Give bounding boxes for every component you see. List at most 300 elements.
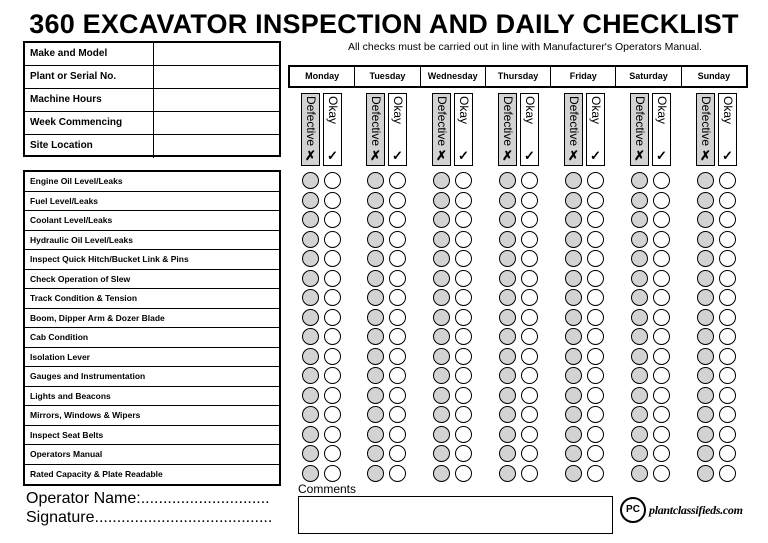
defective-checkbox[interactable] xyxy=(499,348,516,365)
defective-checkbox[interactable] xyxy=(697,172,714,189)
defective-checkbox[interactable] xyxy=(697,426,714,443)
defective-checkbox[interactable] xyxy=(499,231,516,248)
defective-header-thursday xyxy=(498,93,517,166)
okay-checkbox[interactable] xyxy=(719,367,736,384)
check-icon: ✓ xyxy=(458,148,469,163)
defective-checkbox[interactable] xyxy=(302,270,319,287)
okay-checkbox[interactable] xyxy=(389,465,406,482)
defective-checkbox[interactable] xyxy=(433,387,450,404)
check-item: Track Condition & Tension xyxy=(25,289,279,309)
check-item: Lights and Beacons xyxy=(25,387,279,407)
defective-checkbox[interactable] xyxy=(565,328,582,345)
check-icon: ✓ xyxy=(327,148,338,163)
okay-checkbox[interactable] xyxy=(324,445,341,462)
defective-checkbox[interactable] xyxy=(697,445,714,462)
defective-checkbox[interactable] xyxy=(367,445,384,462)
defective-checkbox[interactable] xyxy=(499,387,516,404)
defective-checkbox[interactable] xyxy=(697,270,714,287)
okay-checkbox[interactable] xyxy=(653,289,670,306)
okay-checkbox[interactable] xyxy=(587,211,604,228)
defective-checkbox[interactable] xyxy=(499,367,516,384)
cross-icon: ✗ xyxy=(634,148,645,163)
okay-checkbox[interactable] xyxy=(587,328,604,345)
defective-checkbox[interactable] xyxy=(631,250,648,267)
okay-checkbox[interactable] xyxy=(455,328,472,345)
defective-checkbox[interactable] xyxy=(631,289,648,306)
defective-checkbox[interactable] xyxy=(697,465,714,482)
info-label: Machine Hours xyxy=(25,89,154,111)
info-label: Plant or Serial No. xyxy=(25,66,154,88)
defective-checkbox[interactable] xyxy=(367,270,384,287)
okay-checkbox[interactable] xyxy=(389,270,406,287)
defective-checkbox[interactable] xyxy=(433,250,450,267)
defective-checkbox[interactable] xyxy=(631,387,648,404)
defective-checkbox[interactable] xyxy=(565,270,582,287)
defective-checkbox[interactable] xyxy=(302,387,319,404)
defective-checkbox[interactable] xyxy=(302,406,319,423)
check-item: Rated Capacity & Plate Readable xyxy=(30,468,163,479)
check-item: Gauges and Instrumentation xyxy=(25,367,279,387)
defective-checkbox[interactable] xyxy=(565,367,582,384)
okay-header-monday xyxy=(323,93,342,166)
defective-checkbox[interactable] xyxy=(631,211,648,228)
defective-checkbox[interactable] xyxy=(302,445,319,462)
defective-checkbox[interactable] xyxy=(565,231,582,248)
okay-checkbox[interactable] xyxy=(719,309,736,326)
okay-checkbox[interactable] xyxy=(521,309,538,326)
okay-checkbox[interactable] xyxy=(587,387,604,404)
defective-checkbox[interactable] xyxy=(565,250,582,267)
okay-label: Okay xyxy=(391,96,405,125)
defective-checkbox[interactable] xyxy=(367,172,384,189)
okay-header-wednesday xyxy=(454,93,473,166)
defective-checkbox[interactable] xyxy=(367,387,384,404)
defective-checkbox[interactable] xyxy=(697,289,714,306)
okay-checkbox[interactable] xyxy=(455,348,472,365)
checklist-table xyxy=(23,170,281,486)
info-value-field[interactable] xyxy=(154,112,279,134)
defective-checkbox[interactable] xyxy=(433,172,450,189)
okay-header-tuesday xyxy=(388,93,407,166)
okay-checkbox[interactable] xyxy=(587,445,604,462)
okay-checkbox[interactable] xyxy=(653,367,670,384)
cross-icon: ✗ xyxy=(700,148,711,163)
info-label: Make and Model xyxy=(25,43,154,65)
okay-checkbox[interactable] xyxy=(521,348,538,365)
okay-checkbox[interactable] xyxy=(389,309,406,326)
defective-checkbox[interactable] xyxy=(433,426,450,443)
check-item: Engine Oil Level/Leaks xyxy=(25,172,279,192)
defective-checkbox[interactable] xyxy=(302,211,319,228)
okay-checkbox[interactable] xyxy=(521,445,538,462)
okay-header-thursday xyxy=(520,93,539,166)
plantclassifieds-logo xyxy=(620,497,743,523)
check-item: Mirrors, Windows & Wipers xyxy=(25,406,279,426)
okay-checkbox[interactable] xyxy=(324,172,341,189)
okay-checkbox[interactable] xyxy=(521,426,538,443)
defective-checkbox[interactable] xyxy=(367,192,384,209)
defective-checkbox[interactable] xyxy=(302,328,319,345)
okay-checkbox[interactable] xyxy=(324,231,341,248)
defective-checkbox[interactable] xyxy=(631,465,648,482)
okay-checkbox[interactable] xyxy=(455,172,472,189)
defective-checkbox[interactable] xyxy=(565,387,582,404)
check-icon: ✓ xyxy=(722,148,733,163)
defective-checkbox[interactable] xyxy=(433,231,450,248)
cross-icon: ✗ xyxy=(370,148,381,163)
okay-checkbox[interactable] xyxy=(521,367,538,384)
info-row xyxy=(25,66,279,89)
okay-checkbox[interactable] xyxy=(653,426,670,443)
check-item: Inspect Quick Hitch/Bucket Link & Pins xyxy=(25,250,279,270)
defective-checkbox[interactable] xyxy=(565,348,582,365)
defective-checkbox[interactable] xyxy=(631,367,648,384)
defective-checkbox[interactable] xyxy=(697,367,714,384)
okay-checkbox[interactable] xyxy=(455,211,472,228)
okay-checkbox[interactable] xyxy=(324,328,341,345)
defective-checkbox[interactable] xyxy=(565,309,582,326)
okay-checkbox[interactable] xyxy=(389,387,406,404)
okay-checkbox[interactable] xyxy=(719,465,736,482)
defective-header-saturday xyxy=(630,93,649,166)
check-item: Operators Manual xyxy=(25,445,279,465)
day-header-tuesday: Tuesday xyxy=(355,67,420,86)
okay-checkbox[interactable] xyxy=(389,192,406,209)
okay-checkbox[interactable] xyxy=(719,328,736,345)
defective-checkbox[interactable] xyxy=(697,250,714,267)
okay-checkbox[interactable] xyxy=(587,348,604,365)
defective-header-wednesday xyxy=(432,93,451,166)
okay-checkbox[interactable] xyxy=(521,270,538,287)
okay-checkbox[interactable] xyxy=(455,250,472,267)
defective-checkbox[interactable] xyxy=(302,250,319,267)
info-row xyxy=(25,112,279,135)
defective-checkbox[interactable] xyxy=(499,289,516,306)
defective-checkbox[interactable] xyxy=(565,172,582,189)
day-header-friday: Friday xyxy=(551,67,616,86)
okay-checkbox[interactable] xyxy=(324,348,341,365)
cross-icon: ✗ xyxy=(436,148,447,163)
okay-checkbox[interactable] xyxy=(324,250,341,267)
okay-checkbox[interactable] xyxy=(324,465,341,482)
defective-checkbox[interactable] xyxy=(565,211,582,228)
okay-checkbox[interactable] xyxy=(324,211,341,228)
defective-checkbox[interactable] xyxy=(367,348,384,365)
okay-checkbox[interactable] xyxy=(521,211,538,228)
defective-checkbox[interactable] xyxy=(433,406,450,423)
check-item: Check Operation of Slew xyxy=(25,270,279,290)
okay-checkbox[interactable] xyxy=(455,231,472,248)
defective-checkbox[interactable] xyxy=(433,348,450,365)
okay-checkbox[interactable] xyxy=(521,250,538,267)
defective-checkbox[interactable] xyxy=(631,328,648,345)
defective-label: Defective xyxy=(501,96,515,147)
info-label: Week Commencing xyxy=(25,112,154,134)
info-row xyxy=(25,135,279,158)
defective-checkbox[interactable] xyxy=(433,328,450,345)
page-title: 360 EXCAVATOR INSPECTION AND DAILY CHECKLIST xyxy=(29,9,739,39)
defective-checkbox[interactable] xyxy=(302,309,319,326)
defective-checkbox[interactable] xyxy=(433,270,450,287)
okay-label: Okay xyxy=(457,96,471,125)
okay-checkbox[interactable] xyxy=(324,270,341,287)
check-item: Fuel Level/Leaks xyxy=(25,192,279,212)
defective-label: Defective xyxy=(633,96,647,147)
okay-checkbox[interactable] xyxy=(719,426,736,443)
defective-checkbox[interactable] xyxy=(367,231,384,248)
defective-checkbox[interactable] xyxy=(367,309,384,326)
defective-checkbox[interactable] xyxy=(302,172,319,189)
okay-checkbox[interactable] xyxy=(389,348,406,365)
check-item: Isolation Lever xyxy=(25,348,279,368)
defective-checkbox[interactable] xyxy=(499,270,516,287)
info-value-field[interactable] xyxy=(154,66,279,88)
okay-checkbox[interactable] xyxy=(653,348,670,365)
defective-checkbox[interactable] xyxy=(433,289,450,306)
defective-checkbox[interactable] xyxy=(433,465,450,482)
okay-checkbox[interactable] xyxy=(389,328,406,345)
okay-checkbox[interactable] xyxy=(455,426,472,443)
okay-checkbox[interactable] xyxy=(587,289,604,306)
okay-checkbox[interactable] xyxy=(587,465,604,482)
defective-label: Defective xyxy=(369,96,383,147)
defective-checkbox[interactable] xyxy=(697,387,714,404)
defective-checkbox[interactable] xyxy=(302,348,319,365)
defective-checkbox[interactable] xyxy=(433,192,450,209)
defective-checkbox[interactable] xyxy=(433,445,450,462)
defective-checkbox[interactable] xyxy=(499,426,516,443)
okay-checkbox[interactable] xyxy=(587,231,604,248)
okay-checkbox[interactable] xyxy=(719,348,736,365)
defective-checkbox[interactable] xyxy=(367,211,384,228)
okay-checkbox[interactable] xyxy=(521,289,538,306)
defective-checkbox[interactable] xyxy=(631,348,648,365)
defective-checkbox[interactable] xyxy=(302,192,319,209)
defective-checkbox[interactable] xyxy=(565,465,582,482)
defective-checkbox[interactable] xyxy=(367,289,384,306)
okay-checkbox[interactable] xyxy=(521,465,538,482)
defective-checkbox[interactable] xyxy=(499,406,516,423)
okay-checkbox[interactable] xyxy=(455,309,472,326)
okay-checkbox[interactable] xyxy=(389,445,406,462)
comments-label: Comments xyxy=(298,482,357,496)
defective-checkbox[interactable] xyxy=(499,328,516,345)
info-value-field[interactable] xyxy=(154,89,279,111)
okay-checkbox[interactable] xyxy=(653,250,670,267)
okay-label: Okay xyxy=(523,96,537,125)
defective-checkbox[interactable] xyxy=(499,192,516,209)
day-header-monday: Monday xyxy=(290,67,355,86)
defective-checkbox[interactable] xyxy=(631,172,648,189)
okay-checkbox[interactable] xyxy=(719,211,736,228)
defective-checkbox[interactable] xyxy=(499,211,516,228)
check-icon: ✓ xyxy=(524,148,535,163)
okay-checkbox[interactable] xyxy=(324,406,341,423)
defective-checkbox[interactable] xyxy=(631,445,648,462)
okay-checkbox[interactable] xyxy=(719,406,736,423)
okay-checkbox[interactable] xyxy=(455,192,472,209)
defective-checkbox[interactable] xyxy=(367,406,384,423)
okay-checkbox[interactable] xyxy=(719,387,736,404)
check-icon: ✓ xyxy=(656,148,667,163)
operator-name-field[interactable]: Operator Name:............................. xyxy=(26,490,270,507)
okay-checkbox[interactable] xyxy=(653,270,670,287)
check-item: Coolant Level/Leaks xyxy=(25,211,279,231)
okay-checkbox[interactable] xyxy=(455,387,472,404)
okay-checkbox[interactable] xyxy=(521,328,538,345)
defective-checkbox[interactable] xyxy=(302,367,319,384)
okay-checkbox[interactable] xyxy=(455,270,472,287)
defective-checkbox[interactable] xyxy=(631,309,648,326)
okay-checkbox[interactable] xyxy=(521,172,538,189)
okay-checkbox[interactable] xyxy=(587,309,604,326)
defective-checkbox[interactable] xyxy=(631,406,648,423)
okay-checkbox[interactable] xyxy=(389,231,406,248)
cross-icon: ✗ xyxy=(502,148,513,163)
okay-checkbox[interactable] xyxy=(455,465,472,482)
defective-checkbox[interactable] xyxy=(302,426,319,443)
day-header-sunday: Sunday xyxy=(697,71,731,81)
okay-checkbox[interactable] xyxy=(653,406,670,423)
defective-checkbox[interactable] xyxy=(697,328,714,345)
defective-checkbox[interactable] xyxy=(433,211,450,228)
defective-checkbox[interactable] xyxy=(565,426,582,443)
defective-checkbox[interactable] xyxy=(367,328,384,345)
okay-checkbox[interactable] xyxy=(587,192,604,209)
info-value-field[interactable] xyxy=(154,135,279,158)
okay-checkbox[interactable] xyxy=(653,211,670,228)
day-header-row xyxy=(288,65,748,88)
okay-checkbox[interactable] xyxy=(653,445,670,462)
okay-checkbox[interactable] xyxy=(324,309,341,326)
defective-checkbox[interactable] xyxy=(631,231,648,248)
defective-checkbox[interactable] xyxy=(697,231,714,248)
okay-checkbox[interactable] xyxy=(455,367,472,384)
check-item: Cab Condition xyxy=(25,328,279,348)
defective-checkbox[interactable] xyxy=(302,231,319,248)
okay-checkbox[interactable] xyxy=(455,406,472,423)
okay-checkbox[interactable] xyxy=(389,426,406,443)
okay-checkbox[interactable] xyxy=(587,367,604,384)
okay-checkbox[interactable] xyxy=(324,387,341,404)
okay-checkbox[interactable] xyxy=(521,231,538,248)
okay-checkbox[interactable] xyxy=(719,289,736,306)
okay-checkbox[interactable] xyxy=(324,426,341,443)
okay-checkbox[interactable] xyxy=(719,172,736,189)
okay-checkbox[interactable] xyxy=(653,328,670,345)
check-icon: ✓ xyxy=(590,148,601,163)
check-item: Inspect Seat Belts xyxy=(25,426,279,446)
okay-checkbox[interactable] xyxy=(587,250,604,267)
okay-checkbox[interactable] xyxy=(389,406,406,423)
okay-checkbox[interactable] xyxy=(719,445,736,462)
okay-checkbox[interactable] xyxy=(455,289,472,306)
day-header-saturday: Saturday xyxy=(616,67,681,86)
defective-checkbox[interactable] xyxy=(433,367,450,384)
okay-checkbox[interactable] xyxy=(521,387,538,404)
defective-checkbox[interactable] xyxy=(302,289,319,306)
defective-checkbox[interactable] xyxy=(697,211,714,228)
defective-checkbox[interactable] xyxy=(499,445,516,462)
defective-checkbox[interactable] xyxy=(565,289,582,306)
defective-checkbox[interactable] xyxy=(433,309,450,326)
defective-checkbox[interactable] xyxy=(499,465,516,482)
defective-checkbox[interactable] xyxy=(499,250,516,267)
subtitle: All checks must be carried out in line with Manufacturer's Operators Manual. xyxy=(348,41,702,53)
okay-checkbox[interactable] xyxy=(587,172,604,189)
okay-checkbox[interactable] xyxy=(653,309,670,326)
defective-checkbox[interactable] xyxy=(367,250,384,267)
okay-checkbox[interactable] xyxy=(389,367,406,384)
okay-checkbox[interactable] xyxy=(719,250,736,267)
comments-box[interactable] xyxy=(298,496,613,534)
day-header-wednesday: Wednesday xyxy=(421,67,486,86)
defective-checkbox[interactable] xyxy=(565,406,582,423)
okay-checkbox[interactable] xyxy=(389,289,406,306)
okay-checkbox[interactable] xyxy=(521,406,538,423)
defective-checkbox[interactable] xyxy=(499,309,516,326)
okay-checkbox[interactable] xyxy=(521,192,538,209)
defective-checkbox[interactable] xyxy=(367,367,384,384)
okay-checkbox[interactable] xyxy=(389,211,406,228)
defective-checkbox[interactable] xyxy=(367,426,384,443)
defective-checkbox[interactable] xyxy=(697,348,714,365)
defective-checkbox[interactable] xyxy=(367,465,384,482)
okay-checkbox[interactable] xyxy=(653,172,670,189)
okay-checkbox[interactable] xyxy=(324,289,341,306)
check-item: Hydraulic Oil Level/Leaks xyxy=(25,231,279,251)
defective-checkbox[interactable] xyxy=(631,426,648,443)
defective-header-tuesday xyxy=(366,93,385,166)
signature-field[interactable]: Signature........................................ xyxy=(26,509,273,526)
okay-checkbox[interactable] xyxy=(324,367,341,384)
okay-label: Okay xyxy=(655,96,669,125)
okay-checkbox[interactable] xyxy=(653,231,670,248)
okay-checkbox[interactable] xyxy=(653,387,670,404)
defective-checkbox[interactable] xyxy=(697,192,714,209)
defective-header-friday xyxy=(564,93,583,166)
defective-checkbox[interactable] xyxy=(499,172,516,189)
okay-checkbox[interactable] xyxy=(719,270,736,287)
okay-checkbox[interactable] xyxy=(719,192,736,209)
defective-checkbox[interactable] xyxy=(697,406,714,423)
defective-checkbox[interactable] xyxy=(631,270,648,287)
defective-checkbox[interactable] xyxy=(697,309,714,326)
pc-badge-icon: PC xyxy=(620,497,646,523)
defective-checkbox[interactable] xyxy=(565,445,582,462)
okay-checkbox[interactable] xyxy=(587,426,604,443)
okay-checkbox[interactable] xyxy=(587,270,604,287)
okay-checkbox[interactable] xyxy=(389,172,406,189)
day-header-thursday: Thursday xyxy=(486,67,551,86)
defective-checkbox[interactable] xyxy=(631,192,648,209)
defective-checkbox[interactable] xyxy=(302,465,319,482)
okay-checkbox[interactable] xyxy=(455,445,472,462)
okay-checkbox[interactable] xyxy=(719,231,736,248)
okay-label: Okay xyxy=(589,96,603,125)
okay-checkbox[interactable] xyxy=(389,250,406,267)
okay-checkbox[interactable] xyxy=(587,406,604,423)
okay-checkbox[interactable] xyxy=(324,192,341,209)
okay-checkbox[interactable] xyxy=(653,192,670,209)
defective-checkbox[interactable] xyxy=(565,192,582,209)
defective-label: Defective xyxy=(699,96,713,147)
okay-label: Okay xyxy=(326,96,340,125)
info-value-field[interactable] xyxy=(154,43,279,65)
info-row xyxy=(25,89,279,112)
okay-checkbox[interactable] xyxy=(653,465,670,482)
okay-header-friday xyxy=(586,93,605,166)
